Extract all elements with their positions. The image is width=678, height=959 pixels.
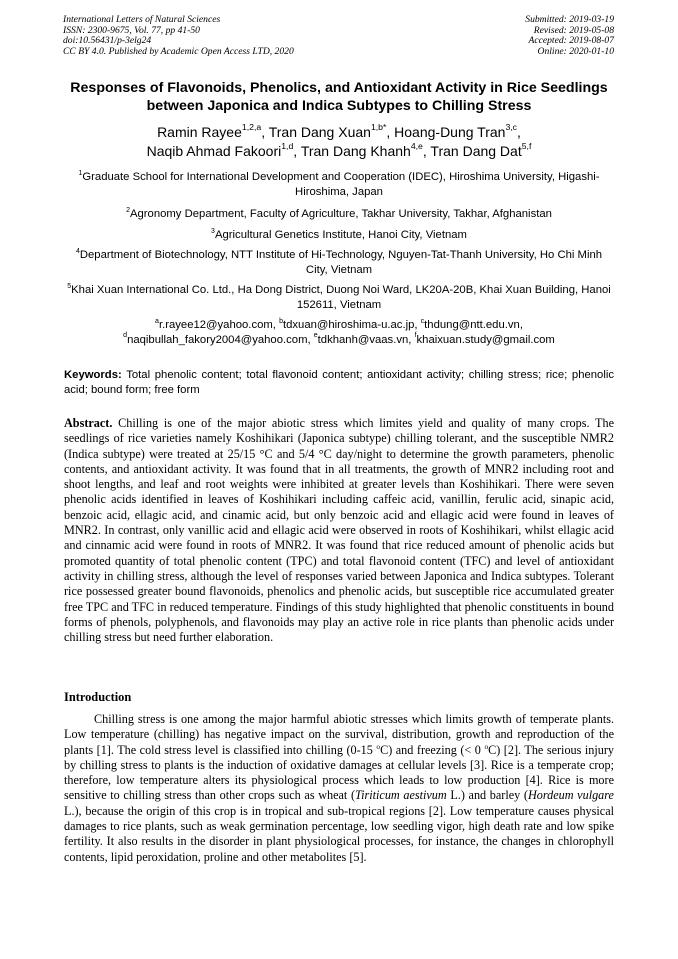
author: Tran Dang Dat$^{5,f}$ (430, 141, 532, 159)
paper-title: Responses of Flavonoids, Phenolics, and Antioxidant Activity in Rice Seedlings between Japonica and Indica Subtypes to Chilling Stress (70, 80, 608, 114)
accepted-date: Accepted: 2019-08-07 (528, 35, 614, 47)
abstract-label: Abstract. (64, 416, 113, 430)
email-link[interactable]: $^c$thdung@ntt.edu.vn (420, 317, 520, 331)
email-link[interactable]: $^a$r.rayee12@yahoo.com (155, 317, 273, 331)
journal-info (63, 15, 294, 57)
author: Ramin Rayee$^{1,2,a}$ (157, 122, 262, 140)
affiliation: $^2$Agronomy Department, Faculty of Agriculture, Takhar University, Takhar, Afghanistan (126, 206, 552, 220)
author-list: Ramin Rayee$^{1,2,a}$, Tran Dang Xuan$^{1,b*}$, Hoang-Dung Tran$^{3,c}$, Naqib Ahmad Fakoori$^{1,d}$, Tran Dang Khanh$^{4,e}$, Tran Dang Dat$^{5,f}$ (146, 122, 532, 159)
journal-name: International Letters of Natural Sciences (63, 14, 221, 25)
affiliation: $^3$Agricultural Genetics Institute, Hanoi City, Vietnam (211, 227, 467, 241)
introduction-paragraph: Chilling stress is one among the major harmful abiotic stresses which limits growth of temperate plants. Low temperature (chilling) has negative impact on the survival, distribution, growth and reproduction of the plants [1]. The cold stress level is classified into chilling (0-15 $^o$C) and freezing (< 0 $^o$C) [2]. The serious injury by chilling stress to plants is the induction of oxidative damages at cellular levels [3]. Rice is a temperate crop; therefore, low temperature alters its physiological process which leads to low production [4]. Rice is more sensitive to chilling stress than other crops such as wheat (Tiriticum aestivum L.) and barley (Hordeum vulgare L.), because the origin of this crop is in tropical and sub-tropical regions [2]. Low temperature causes physical damages to rice plants, such as weak germination percentage, low seedling vigor, high death rate and low spike fertility. It also results in the disorder in plant physiological processes, for instance, the changes in chlorophyll contents, lipid peroxidation, proline and other metabolites [5]. (64, 712, 615, 864)
author: Naqib Ahmad Fakoori$^{1,d}$ (146, 141, 294, 159)
submitted-date: Submitted: 2019-03-19 (525, 14, 614, 25)
revised-date: Revised: 2019-05-08 (533, 24, 614, 36)
abstract-text: Chilling is one of the major abiotic stress which limites yield and quality of many crops. The seedlings of rice varieties namely Koshihikari (Japonica subtype) chilling tolerant, and the susceptible NMR2 (Indica subtype) were treated at 25/15 °C and 5/4 °C day/night to determine the growth parameters, phenolic contents, and antioxidant activity. It was found that in all treatments, the growth of MNR2 including root and shoot lengths, and leaf and root weights were inhibited at greater levels than Koshihikari. There were seven phenolic acids identified in leaves of Koshihikari including caffeic acid, vanillin, ferulic acid, sinapic acid, benzoic acid, ellagic acid, and cinamic acid, but only benzoic acid and ellagic acid were found in leaves of MNR2. In contrast, only vanillic acid and ellagic acid were observed in roots of Koshihikari, whilst ellagic acid and cinnamic acid were found in roots of MNR2. It was found that rice reduced amount of phenolic acids but promoted quantity of total phenolic content (TPC) and total flavonoid content (TFC) and level of antioxidant activity in chilling stress, although the level of responses varied between Japonica and Indica subtypes. Tolerant rice possessed greater bound flavonoids, phenolics and phenolic acids, but susceptible rice accumulated greater free TPC and TFC in reduced temperature. Findings of this study highlighted that phenolic constituents in bound forms of phenols, polyphenols, and flavonoids may play an active role in rice plants than phenolic acids under chilling stress but need further elaboration. (64, 416, 614, 645)
author-emails: $^a$r.rayee12@yahoo.com, $^b$tdxuan@hiroshima-u.ac.jp, $^c$thdung@ntt.edu.vn, $^d$naqibullah_fakory2004@yahoo.com, $^e$tdkhanh@vaas.vn, $^f$khaixuan.study@gmail.com (123, 317, 555, 346)
email-link[interactable]: $^f$khaixuan.study@gmail.com (414, 332, 555, 346)
affiliation: $^5$Khai Xuan International Co. Ltd., Ha Dong District, Duong Noi Ward, LK20A-20B, Khai Xuan Building, Hanoi 152611, Vietnam (67, 282, 611, 311)
email-link[interactable]: $^b$tdxuan@hiroshima-u.ac.jp (279, 317, 415, 331)
license: CC BY 4.0. Published by Academic Open Access LTD, 2020 (63, 45, 294, 57)
publication-dates (525, 15, 614, 57)
issn: ISSN: 2300-9675, Vol. 77, pp 41-50 (63, 24, 200, 36)
author: Hoang-Dung Tran$^{3,c}$ (394, 122, 518, 140)
affiliation: $^4$Department of Biotechnology, NTT Institute of Hi-Technology, Nguyen-Tat-Thanh University, Ho Chi Minh City, Vietnam (75, 247, 603, 276)
keywords-text: Total phenolic content; total flavonoid content; antioxidant activity; chilling stress; rice; phenolic acid; bound form; free form (64, 369, 615, 396)
abstract (64, 416, 614, 645)
keywords (64, 368, 614, 397)
affiliation: $^1$Graduate School for International Development and Cooperation (IDEC), Hiroshima University, Higashi-Hiroshima, Japan (78, 169, 600, 198)
section-heading-introduction: Introduction (64, 690, 132, 704)
doi: doi:10.56431/p-3elg24 (63, 35, 152, 47)
email-link[interactable]: $^e$tdkhanh@vaas.vn (313, 332, 409, 346)
author: Tran Dang Khanh$^{4,e}$ (300, 141, 423, 159)
online-date: Online: 2020-01-10 (537, 45, 614, 57)
email-link[interactable]: $^d$naqibullah_fakory2004@yahoo.com (123, 332, 308, 346)
keywords-label: Keywords: (64, 369, 122, 381)
author: Tran Dang Xuan$^{1,b*}$ (268, 122, 387, 140)
